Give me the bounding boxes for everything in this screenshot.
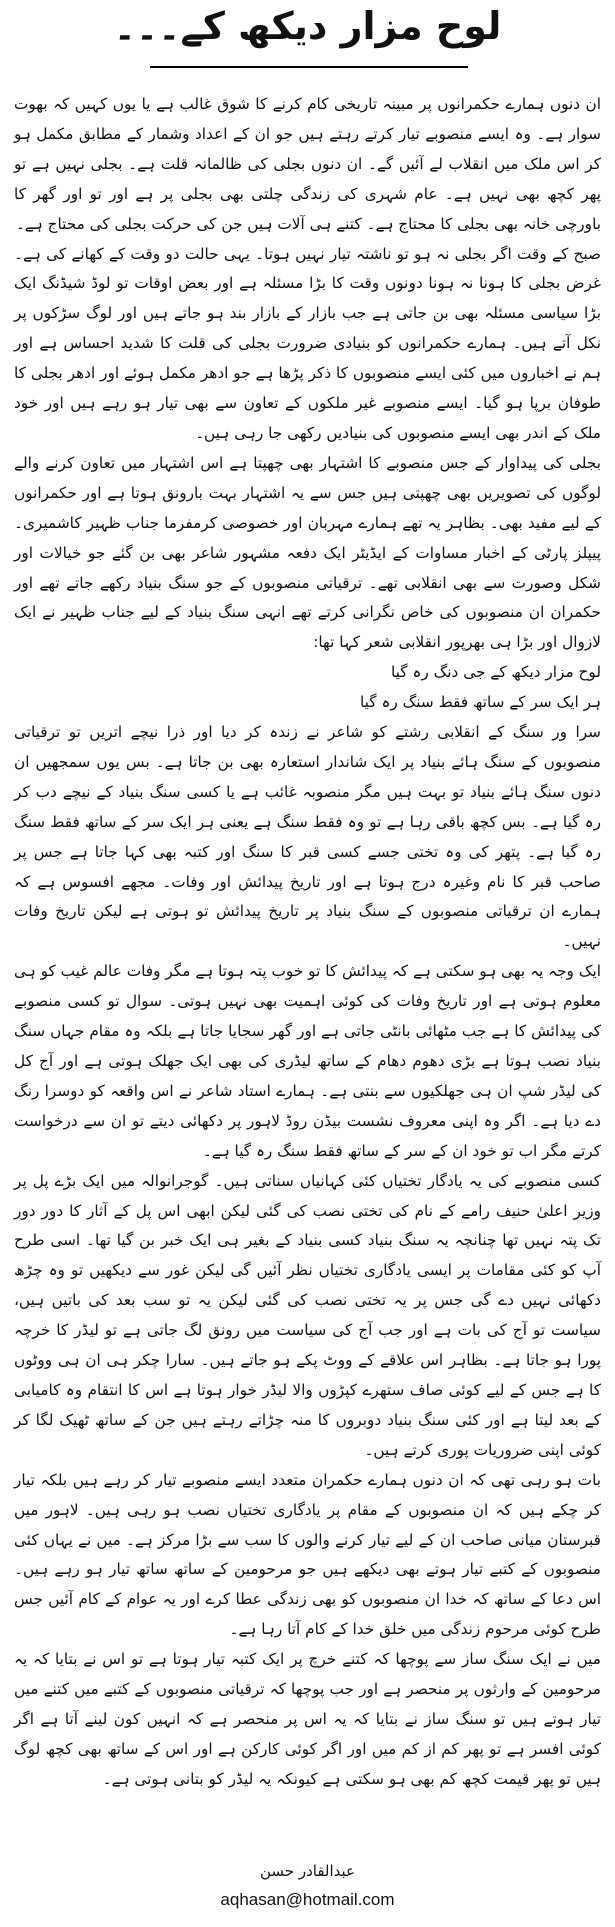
paragraph: کسی منصوبے کی یہ یادگار تختیاں کئی کہانیاں سناتی ہیں۔ گوجرانوالہ میں ایک بڑے پل پر وزیر اعلیٰ حنیف رامے کے نام کی تختی نصب کی گئی لیکن ابھی اس پل کے آثار کا دور دور تک پتہ نہیں تھا چنانچہ یہ سنگ بنیاد کسی بنیاد کے بغیر ہی ایک خبر بن گیا تھا۔ اسی طرح آپ کو کئی مقامات پر ایسی یادگاری تختیاں نظر آئیں گی لیکن غور سے دیکھیں تو وہ چڑھ دکھائی نہیں دے گی جس پر یہ تختی نصب کی گئی لیکن یہ تو سب بعد کی باتیں ہیں، سیاست تو آج کی بات ہے اور جب آج کی سیاست میں رونق لگ جاتی ہے تو لیڈر کا خرچہ پورا ہو جاتا ہے۔ بظاہر اس علاقے کے ووٹ پکے ہو جاتے ہیں۔ سارا چکر ہی ان ہی ووٹوں کا ہے جس کے لیے کوئی صاف ستھرے کپڑوں والا لیڈر خوار ہوتا ہے اس کا انتقام وہ کامیابی کے بعد لیتا ہے اور کئی سنگ بنیاد دوبروں کا منہ چڑاتے رہتے ہیں جن کے ساتھ ٹھیک لگا کر کوئی اپنی ضروریات پوری کرتے ہیں۔ <box>14 1171 601 1459</box>
paragraph: ایک وجہ یہ بھی ہو سکتی ہے کہ پیدائش کا تو خوب پتہ ہوتا ہے مگر وفات عالم غیب کو ہی معلوم ہوتی ہے اور تاریخ وفات کی کوئی اہمیت بھی نہیں ہوتی۔ سوال تو کسی منصوبے کی پیدائش کا ہے جب مٹھائی بانٹی جاتی ہے اور گھر سجایا جاتا ہے بلکہ وہ مقام جہاں سنگ بنیاد نصب ہوتا ہے بڑی دھوم دھام کے ساتھ لیڈری کی بھی ایک جھلک ہوتی ہے اور آج کل کی لیڈر شپ ان ہی جھلکیوں سے بنتی ہے۔ ہمارے استاد شاعر نے اس واقعہ کو دوسرا رنگ دے دیا ہے۔ اگر وہ اپنی معروف نشست بیڈن روڈ لاہور پر دکھائی دیتے تو ان سے درخواست کرتے مگر اب تو خود ان کے سر کے ساتھ فقط سنگ رہ گیا ہے۔ <box>14 962 601 1160</box>
verse-line: لوح مزار دیکھ کے جی دنگ رہ گیا <box>390 663 601 682</box>
paragraph: سرا ور سنگ کے انقلابی رشتے کو شاعر نے زندہ کر دیا اور ذرا نیچے اتریں تو ترقیاتی منصوبوں کے سنگ ہائے بنیاد پر ایک شاندار استعارہ بھی بن جاتا ہے۔ بس یوں سمجھیں ان دنوں سنگ ہائے بنیاد تو بہت ہیں مگر منصوبہ غائب ہے یا کسی سنگ بنیاد کے نیچے دب کر رہ گیا ہے۔ بس کچھ باقی رہا ہے تو وہ فقط سنگ ہے یعنی ہر ایک سر کے ساتھ فقط سنگ رہ گیا ہے۔ پتھر کی وہ تختی جسے کسی قبر کا سنگ اور کتبہ بھی کہا جاتا ہے جس پر صاحب قبر کا نام وغیرہ درج ہوتا ہے اور تاریخ پیدائش اور وفات۔ مجھے افسوس ہے کہ ہمارے ان ترقیاتی منصوبوں کے سنگ بنیاد پر تاریخ پیدائش تو ہوتی ہے لیکن تاریخ وفات نہیں۔ <box>14 723 601 951</box>
paragraph: صبح کے وقت اگر بجلی نہ ہو تو ناشتہ تیار نہیں ہوتا۔ یہی حالت دو وقت کے کھانے کی ہے۔ غرض بجلی کا ہونا نہ ہونا دونوں وقت کا بڑا مسئلہ ہے اور بعض اوقات تو لوڈ شیڈنگ ایک بڑا سیاسی مسئلہ بھی بن جاتی ہے جب بازار کے بازار بند ہو جاتے ہیں اور لوگ سڑکوں پر نکل آتے ہیں۔ ہمارے حکمرانوں کو بنیادی ضرورت بجلی کی قلت کا شدید احساس ہے اور ہم نے اخباروں میں کئی ایسے منصوبوں کا ذکر پڑھا ہے جو ادھر مکمل ہوئے اور ادھر بجلی کا طوفان برپا ہو گیا۔ ایسے منصوبے غیر ملکوں کے تعاون سے بھی تیار ہو رہے ہیں اور خود ملک کے اندر بھی ایسے منصوبوں کی بنیادیں رکھی جا رہی ہیں۔ <box>14 244 601 442</box>
column-body <box>14 90 601 1795</box>
author-signature: عبدالقادر حسن <box>259 1862 355 1880</box>
paragraph: بات ہو رہی تھی کہ ان دنوں ہمارے حکمران متعدد ایسے منصوبے تیار کر رہے ہیں بلکہ تیار کر چکے ہیں کہ ان منصوبوں کے مقام پر یادگاری تختیاں نصب ہو رہی ہیں۔ لاہور میں قبرستان میانی صاحب ان کے لیے تیار کرنے والوں کا سب سے بڑا مرکز ہے۔ میں نے یہاں کئی منصوبوں کے کتبے تیار ہوتے بھی دیکھے ہیں جو مرحومین کے ساتھ ساتھ تیار ہو رہے ہیں۔ اس دعا کے ساتھ کہ خدا ان منصوبوں کو بھی زندگی عطا کرے اور یہ عوام کے کام آئیں جس طرح کوئی مرحوم زندگی میں خلق خدا کے کام آتا رہا ہے۔ <box>14 1470 601 1639</box>
verse-line: ہر ایک سر کے ساتھ فقط سنگ رہ گیا <box>359 693 601 712</box>
paragraph: بجلی کی پیداوار کے جس منصوبے کا اشتہار بھی چھپتا ہے اس اشتہار میں تعاون کرنے والے لوگوں کی تصویریں بھی چھپتی ہیں جس سے یہ اشتہار بہت بارونق ہوتا ہے اور حکمرانوں کے لیے مفید بھی۔ بظاہر یہ تھے ہمارے مہربان اور خصوصی کرمفرما جناب ظہیر کاشمیری۔ پیپلز پارٹی کے اخبار مساوات کے ایڈیٹر ایک دفعہ مشہور شاعر بھی بن گئے جو خیالات اور شکل وصورت سے بھی انقلابی تھے۔ ترقیاتی منصوبوں کے جو سنگ بنیاد رکھے جاتے تھے اور حکمران ان منصوبوں کی خاص نگرانی کرتے تھے انہی سنگ بنیاد کے لیے جناب ظہیر نے ایک لازوال اور بڑا ہی بھرپور انقلابی شعر کہا تھا: <box>14 453 601 652</box>
author-email[interactable]: aqhasan@hotmail.com <box>220 1890 395 1909</box>
title-underline <box>150 66 468 68</box>
paragraph: میں نے ایک سنگ ساز سے پوچھا کہ کتنے خرچ پر ایک کتبہ تیار ہوتا ہے تو اس نے بتایا کہ یہ مرحومین کے وارثوں پر منحصر ہے اور جب پوچھا کہ ترقیاتی منصوبوں کے کتبے میں کتنے میں تیار ہوتے ہیں تو سنگ ساز نے بتایا کہ یہ اس پر منحصر ہے کہ انہیں کون لینے آتا ہے اگر کوئی افسر ہے تو پھر کم از کم میں اور اگر کوئی کارکن ہے اور اس کے ساتھ بھی کچھ لوگ ہیں تو پھر قیمت کچھ کم بھی ہو سکتی ہے کیونکہ یہ لیڈر کو بتانی ہوتی ہے۔ <box>14 1650 601 1788</box>
paragraph: ان دنوں ہمارے حکمرانوں پر مبینہ تاریخی کام کرنے کا شوق غالب ہے یا یوں کہیں کہ بھوت سوار ہے۔ وہ ایسے منصوبے تیار کرتے رہتے ہیں جو ان کے اعداد وشمار کے مطابق مکمل ہو کر اس ملک میں انقلاب لے آئیں گے۔ ان دنوں بجلی کی ظالمانہ قلت ہے۔ بجلی نہیں ہے تو پھر کچھ بھی نہیں ہے۔ عام شہری کی زندگی چلتی بھی بجلی پر ہے اور تو اور گھر کا باورچی خانہ بھی بجلی کا محتاج ہے۔ کتنے ہی آلات ہیں جن کی حرکت بجلی کی محتاج ہے۔ <box>14 95 601 233</box>
column-title: لوح مزار دیکھ کے۔۔۔ <box>113 4 502 48</box>
